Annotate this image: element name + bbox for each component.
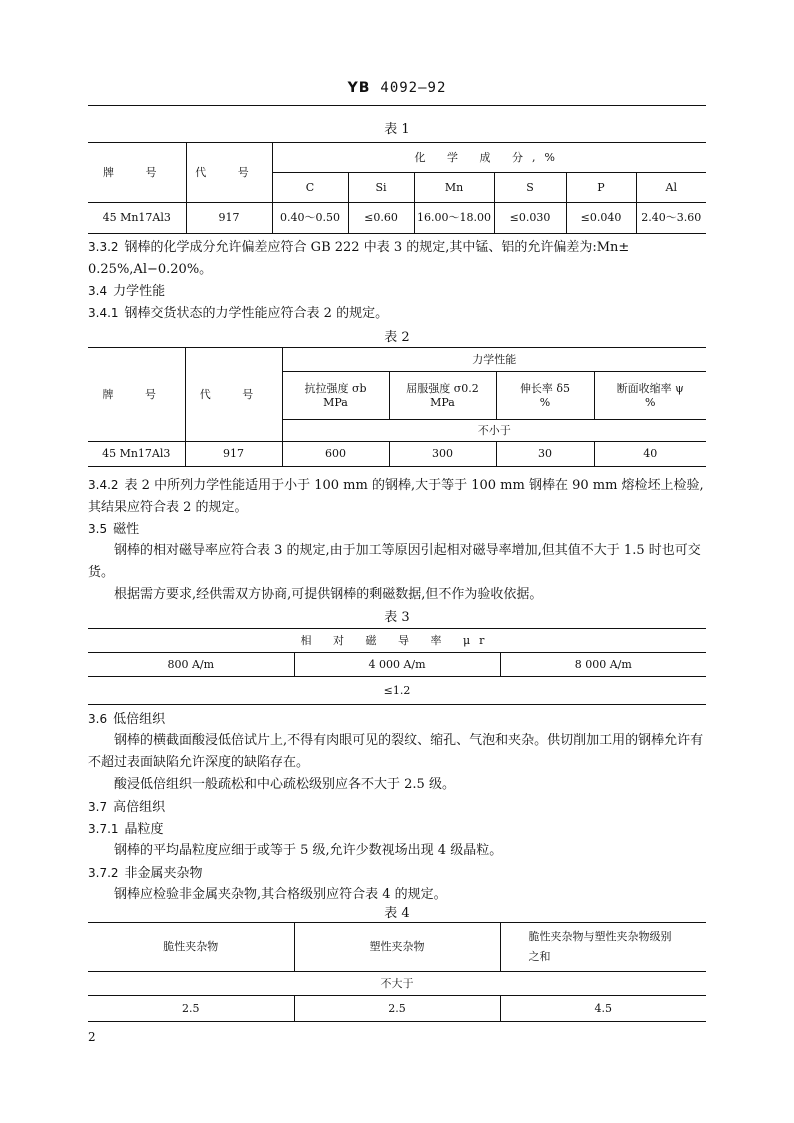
table1-chemical-composition: [88, 142, 706, 234]
table4-cell-brittle: 2.5: [88, 996, 294, 1022]
table1-element-mn: Mn: [414, 173, 494, 203]
paragraph-3-7-2: 钢棒应检验非金属夹杂物,其合格级别应符合表 4 的规定。: [114, 887, 447, 902]
clause-number: 3.4: [88, 284, 108, 298]
clause-text: 钢棒交货状态的力学性能应符合表 2 的规定。: [124, 306, 389, 321]
standard-prefix: YB: [347, 80, 371, 96]
table2-cell-elongation: 30: [496, 442, 594, 467]
table4-cell-plastic: 2.5: [294, 996, 500, 1022]
table2-header-yield: [389, 372, 496, 420]
clause-title: 非金属夹杂物: [124, 866, 203, 881]
table4-qualifier: 不大于: [88, 972, 706, 996]
column-unit: %: [539, 395, 551, 409]
standard-code: 4092—92: [380, 80, 447, 96]
table4-col-plastic: 塑性夹杂物: [294, 923, 500, 972]
table3-header: 相 对 磁 导 率 μr: [88, 629, 706, 653]
table3-value: ≤1.2: [88, 677, 706, 705]
table2-mechanical-properties: [88, 347, 706, 467]
column-name: 屈服强度 σ0.2: [406, 382, 479, 396]
table2-caption: 表 2: [384, 330, 410, 345]
table1-cell-s: ≤0.030: [494, 203, 566, 234]
column-unit: MPa: [430, 395, 455, 409]
clause-text: 钢棒的化学成分允许偏差应符合 GB 222 中表 3 的规定,其中锰、铝的允许偏差为:Mn± 0.25%,Al−0.20%。: [88, 240, 630, 277]
table2-header-tensile: [282, 372, 389, 420]
clause-number: 3.6: [88, 712, 108, 726]
table4-col-sum: 脆性夹杂物与塑性夹杂物级别之和: [500, 923, 706, 972]
table1-element-c: C: [272, 173, 348, 203]
standard-header: [0, 80, 794, 96]
paragraph-3-7-1: 钢棒的平均晶粒度应细于或等于 5 级,允许少数视场出现 4 级晶粒。: [114, 843, 503, 858]
table1-cell-al: 2.40～3.60: [636, 203, 706, 234]
table2-cell-reduction: 40: [594, 442, 706, 467]
table2-header-elongation: [496, 372, 594, 420]
clause-text: 表 2 中所列力学性能适用于小于 100 mm 的钢棒,大于等于 100 mm 钢棒在 90 mm 熔检坯上检验,其结果应符合表 2 的规定。: [88, 478, 704, 515]
header-rule: [88, 105, 706, 106]
table1-cell-si: ≤0.60: [348, 203, 414, 234]
table3-col-8000: 8 000 A/m: [500, 653, 706, 677]
heading-3-7: [88, 796, 708, 819]
heading-3-4: [88, 280, 708, 303]
page-number: 2: [88, 1030, 96, 1044]
clause-title: 低倍组织: [113, 712, 166, 727]
table3-col-800: 800 A/m: [88, 653, 294, 677]
clause-number: 3.4.2: [88, 478, 119, 492]
table1-cell-c: 0.40～0.50: [272, 203, 348, 234]
clause-number: 3.5: [88, 522, 108, 536]
table2-qualifier: 不小于: [282, 420, 706, 442]
clause-number: 3.7.2: [88, 866, 119, 880]
clause-title: 高倍组织: [113, 800, 166, 815]
column-unit: %: [645, 395, 656, 409]
table1-cell-code: 917: [186, 203, 272, 234]
table4-caption: 表 4: [384, 906, 410, 921]
paragraph-3-6-a: 钢棒的横截面酸浸低倍试片上,不得有肉眼可见的裂纹、缩孔、气泡和夹杂。供切削加工用的钢棒允许有不超过表面缺陷允许深度的缺陷存在。: [88, 733, 704, 770]
table3-caption: 表 3: [384, 610, 410, 625]
table1-element-s: S: [494, 173, 566, 203]
table2-header-reduction: [594, 372, 706, 420]
paragraph-3-5-b: 根据需方要求,经供需双方协商,可提供钢棒的剩磁数据,但不作为验收依据。: [114, 587, 543, 602]
table1-element-al: Al: [636, 173, 706, 203]
paragraph-3-3-2: [88, 236, 708, 281]
table2-header-mechanical: 力学性能: [282, 348, 706, 372]
clause-number: 3.7: [88, 800, 108, 814]
column-name: 伸长率 δ5: [519, 382, 571, 396]
table1-cell-grade: 45 Mn17Al3: [88, 203, 186, 234]
clause-number: 3.3.2: [88, 240, 119, 254]
heading-3-5: [88, 518, 708, 541]
table4-cell-sum: 4.5: [500, 996, 706, 1022]
table2-cell-code: 917: [185, 442, 282, 467]
clause-title: 晶粒度: [124, 822, 164, 837]
clause-number: 3.4.1: [88, 306, 119, 320]
column-name: 抗拉强度 σb: [304, 382, 367, 396]
heading-3-6: [88, 708, 708, 731]
table1-header-composition: 化 学 成 分,%: [272, 143, 706, 173]
table2-cell-yield: 300: [389, 442, 496, 467]
table3-relative-permeability: [88, 628, 706, 705]
table1-header-code: 代 号: [186, 143, 272, 203]
clause-title: 磁性: [113, 522, 140, 537]
table2-header-code: 代 号: [185, 348, 282, 442]
table1-element-si: Si: [348, 173, 414, 203]
table2-cell-grade: 45 Mn17Al3: [88, 442, 185, 467]
paragraph-3-4-2: [88, 474, 708, 519]
table1-caption: 表 1: [384, 122, 410, 137]
table1-header-grade: 牌 号: [88, 143, 186, 203]
table4-col-brittle: 脆性夹杂物: [88, 923, 294, 972]
table3-col-4000: 4 000 A/m: [294, 653, 500, 677]
table2-header-grade: 牌 号: [88, 348, 185, 442]
heading-3-7-1: [88, 818, 708, 841]
clause-number: 3.7.1: [88, 822, 119, 836]
table1-cell-mn: 16.00～18.00: [414, 203, 494, 234]
column-name: 断面收缩率 ψ: [616, 382, 684, 396]
heading-3-7-2: [88, 862, 708, 885]
paragraph-3-6-b: 酸浸低倍组织一般疏松和中心疏松级别应各不大于 2.5 级。: [114, 777, 455, 792]
table2-cell-tensile: 600: [282, 442, 389, 467]
clause-title: 力学性能: [113, 284, 166, 299]
table1-element-p: P: [566, 173, 636, 203]
paragraph-3-5-a: 钢棒的相对磁导率应符合表 3 的规定,由于加工等原因引起相对磁导率增加,但其值不大于 1.5 时也可交货。: [88, 543, 701, 580]
paragraph-3-4-1: [88, 302, 708, 325]
table1-cell-p: ≤0.040: [566, 203, 636, 234]
column-unit: MPa: [323, 395, 348, 409]
table4-nonmetallic-inclusions: [88, 922, 706, 1022]
